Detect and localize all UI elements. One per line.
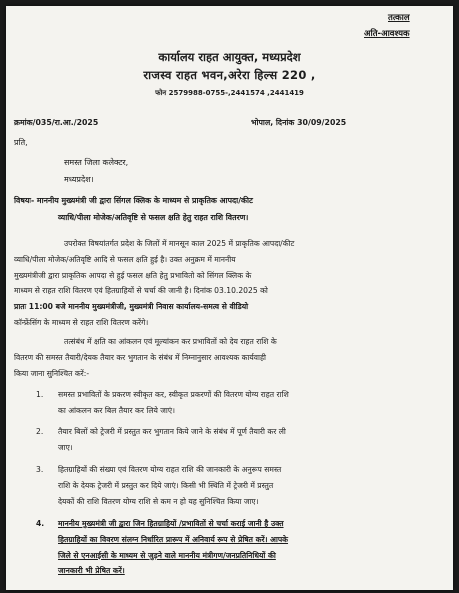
urgent-tag: तत्काल: [388, 13, 410, 23]
letter-page: [6, 6, 453, 590]
item-3-text: [58, 462, 442, 509]
item-1-line: का आंकलन कर बिल तैयार कर लिये जाएं।: [58, 405, 175, 415]
item-4-text: [58, 516, 442, 579]
letter-number: क्रमांक/035/रा.आ./2025: [14, 118, 99, 127]
office-address: राजस्व राहत भवन,अरेरा हिल्स 220 ,: [143, 68, 316, 82]
recipient-state: मध्यप्रदेश।: [64, 175, 94, 184]
item-2-line: जाए।: [58, 442, 73, 452]
recipient: समस्त जिला कलेक्टर,: [64, 158, 129, 167]
para1-line: व्याधि/पीला मोजेक/अतिवृष्टि आदि से फसल क्षति हुई है। उक्त अनुक्रम में माननीय: [14, 254, 236, 264]
item-4-line: माननीय मुख्यमंत्री जी द्वारा जिन हितग्राहियों /प्रभावितों से चर्चा कराई जानी है उक्त: [58, 519, 284, 528]
item-4-number: 4.: [36, 519, 45, 528]
para1-line: प्रातः 11:00 बजे माननीय मुख्यमंत्रीजी, मुख्यमंत्री निवास कार्यालय-समत्व से वीडियो: [14, 302, 249, 312]
para1-line: माध्यम से राहत राशि वितरण एवं हितग्राहियों से चर्चा की जानी है। दिनांक 03.10.2025 को: [14, 286, 268, 296]
office-title: कार्यालय राहत आयुक्त, मध्यप्रदेश: [158, 50, 301, 64]
para1-line: मुख्यमंत्रीजी द्वारा प्राकृतिक आपदा से हुई फसल क्षति हेतु प्रभावितो को सिंगल क्लिक के: [14, 270, 252, 280]
item-1-number: 1.: [36, 390, 44, 399]
para1-line: उपरोक्त विषयांतर्गत प्रदेश के जिलों में मानसून काल 2025 में प्राकृतिक आपदा/कीट: [64, 239, 295, 248]
office-phone: फोन 2579988-0755-,2441574 ,2441419: [155, 89, 304, 97]
para1-line: कॉन्फ्रेंसिंग के माध्यम से राहत राशि वितरण करेंगे।: [14, 317, 149, 327]
item-1-line: समस्त प्रभावितों के प्रकरण स्वीकृत कर, स्वीकृत प्रकरणों की वितरण योग्य राहत राशि: [58, 390, 289, 399]
item-4-line: जानकारी भी प्रेषित करें।: [58, 566, 125, 576]
body-paragraph-1: [14, 236, 438, 331]
item-4-line: जिले से एनआईसी के माध्यम से जुड़ने वाले माननीय मंत्रीगण/जनप्रतिनिधियों की: [58, 550, 276, 560]
subject-line-2: व्याधि/पीला मोजेक/अतिवृष्टि से फसल क्षति हेतु राहत राशि वितरण।: [58, 213, 249, 222]
very-urgent-tag: अति-आवश्यक: [364, 29, 410, 39]
item-3-line: हितग्राहियों की संख्या एवं वितरण योग्य राहत राशि की जानकारी के अनुरूप समस्त: [58, 465, 282, 474]
para2-line: तत्संबंध में क्षति का आंकलन एवं मूल्यांकन कर प्रभावितों को देय राहत राशि के: [64, 337, 277, 346]
prati-label: प्रति,: [14, 138, 28, 147]
item-1-text: [58, 387, 442, 419]
item-3-number: 3.: [36, 465, 44, 474]
para2-line: किया जाना सुनिश्चित करें:-: [14, 368, 90, 378]
place-date: भोपाल, दिनांक 30/09/2025: [251, 118, 347, 127]
body-paragraph-2: [14, 334, 438, 381]
item-2-line: तैयार बिलों को ट्रेजरी में प्रस्तुत कर भुगतान किये जाने के संबंध में पूर्ण तैयारी कर ली: [58, 427, 286, 436]
item-3-line: राशि के देयक ट्रेजरी में प्रस्तुत कर दिये जाएं। किसी भी स्थिति में ट्रेजरी में प्रस्तुत: [58, 480, 274, 490]
item-4-line: हितग्राहियों का विवरण संलग्न निर्धारित प्रारूप में अनिवार्य रूप से प्रेषित करें। आपके: [58, 534, 289, 544]
item-2-text: [58, 424, 442, 456]
para2-line: वितरण की समस्त तैयारी/देयक तैयार कर भुगतान के संबंध में निम्नानुसार आवश्यक कार्यवाही: [14, 352, 266, 362]
item-2-number: 2.: [36, 427, 44, 436]
subject-line-1: विषयः- माननीय मुख्यमंत्री जी द्वारा सिंगल क्लिक के माध्यम से प्राकृतिक आपदा/कीट: [14, 196, 253, 205]
item-3-line: देयकों की राशि वितरण योग्य राशि से कम न हो यह सुनिश्चित किया जाए।: [58, 496, 259, 506]
